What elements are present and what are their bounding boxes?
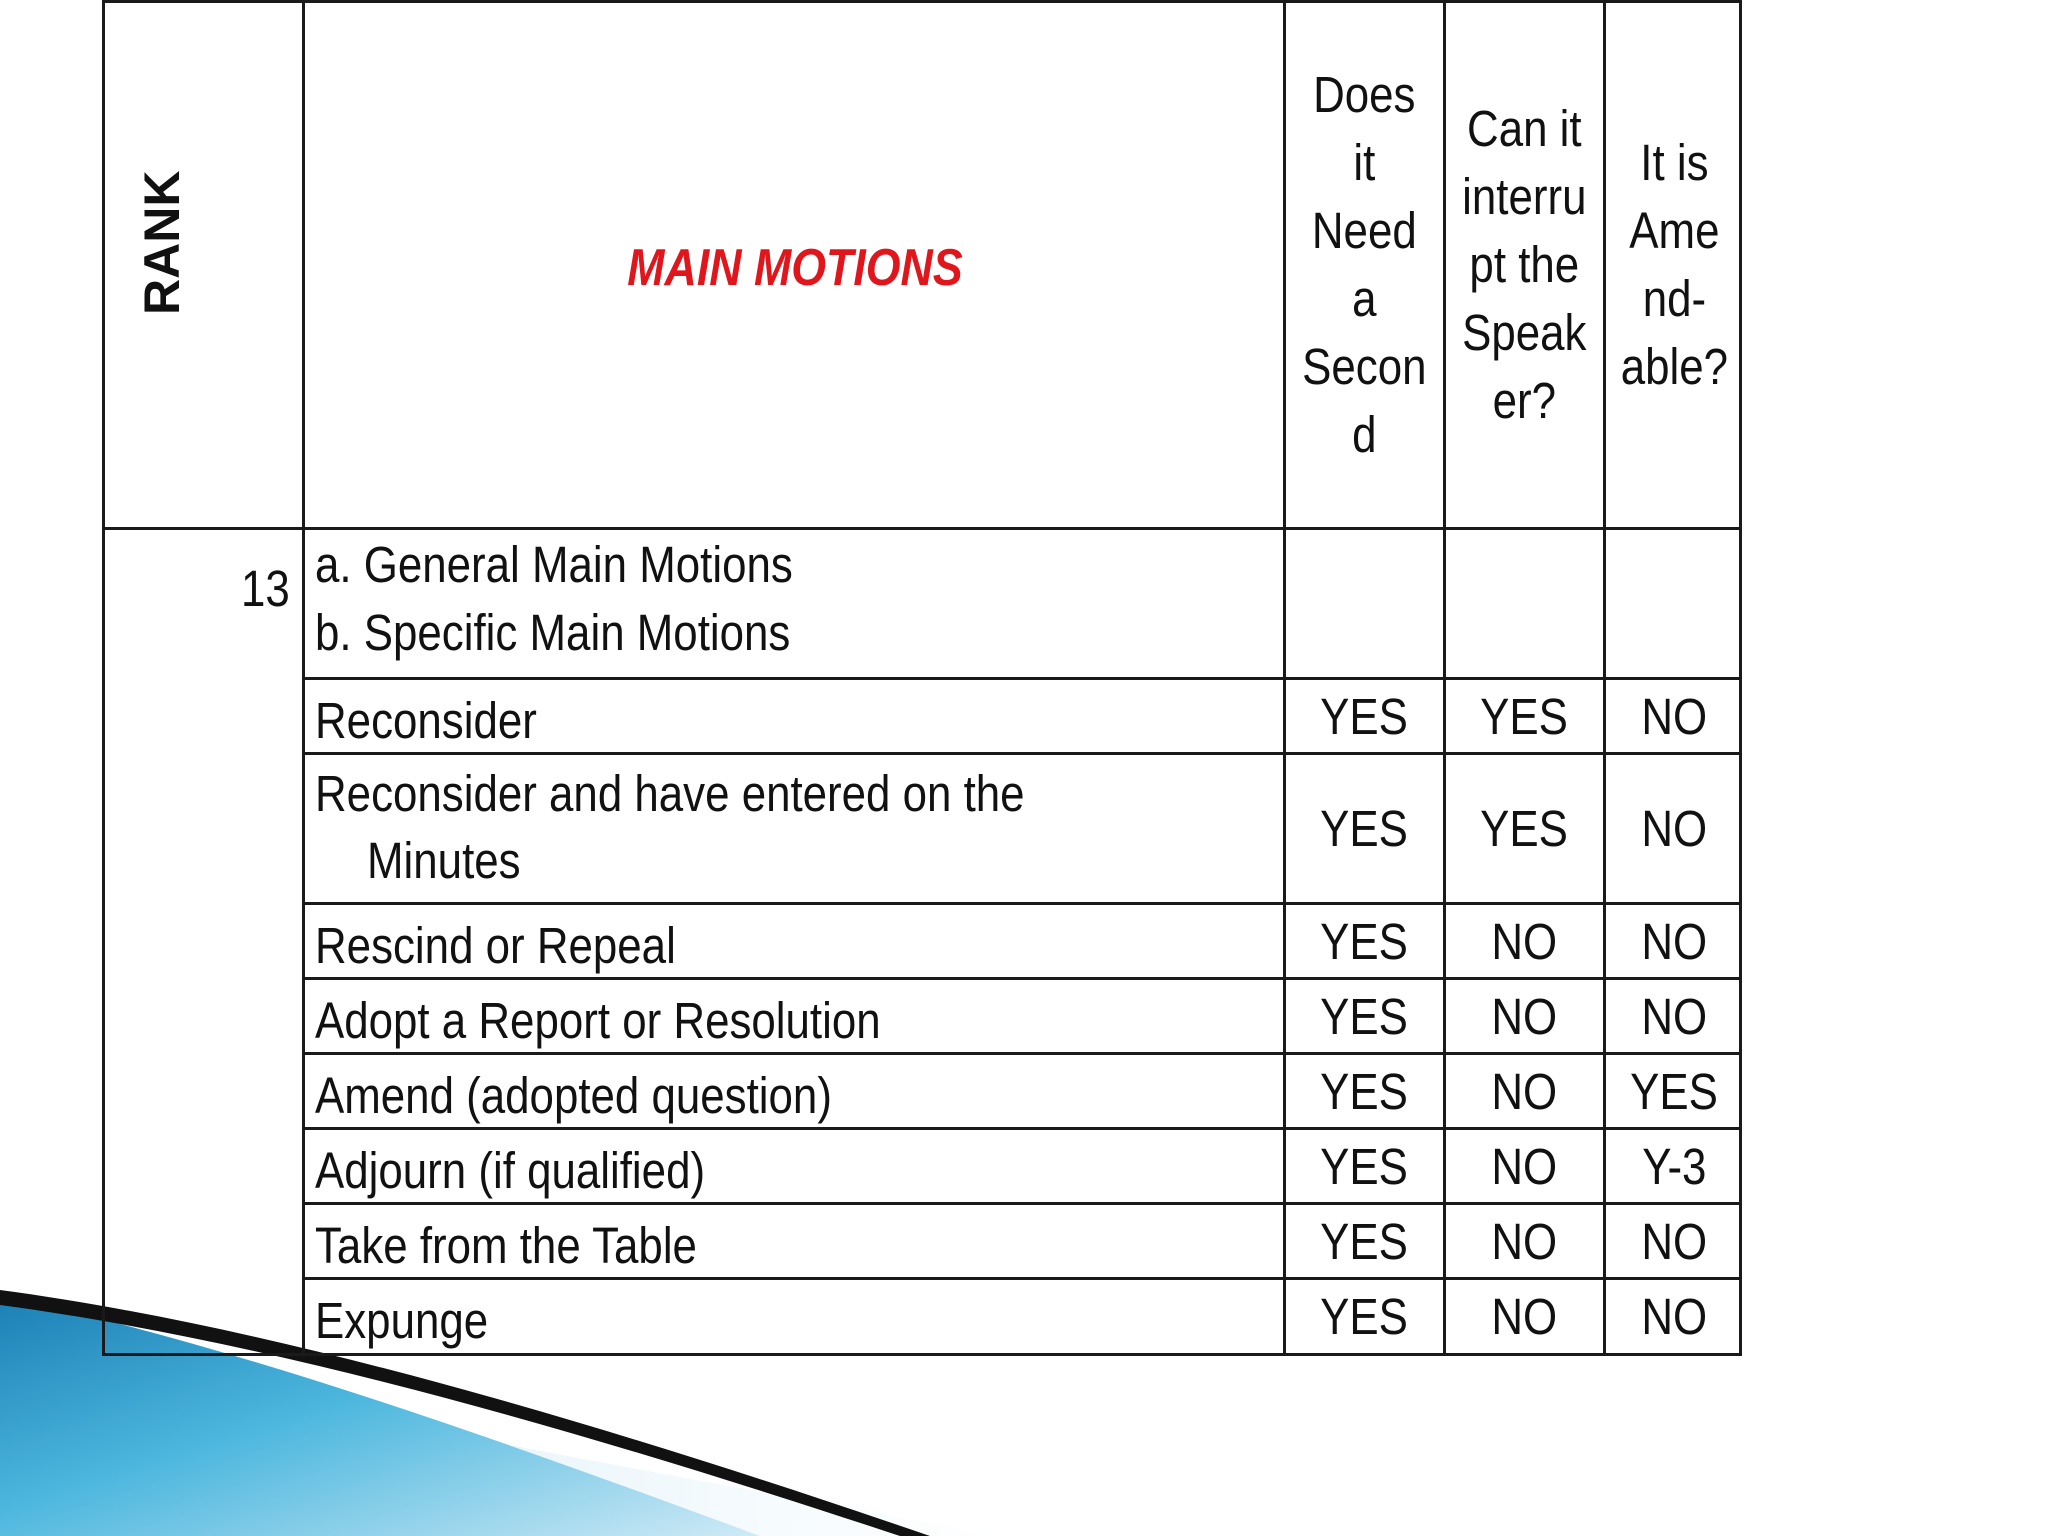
- intro-line-specific: b. Specific Main Motions: [315, 604, 791, 661]
- cell-interrupt: NO: [1491, 1212, 1558, 1270]
- motion-name: Rescind or Repeal: [315, 917, 676, 974]
- rank-header: RANK: [134, 170, 190, 315]
- cell-second: YES: [1320, 1137, 1409, 1195]
- cell-amendable: NO: [1641, 800, 1707, 857]
- cell-amendable: NO: [1641, 687, 1707, 745]
- cell-interrupt: NO: [1491, 987, 1558, 1045]
- motion-name: Reconsider and have entered on the: [315, 765, 1025, 822]
- cell-second: YES: [1320, 987, 1409, 1045]
- motion-name: Reconsider: [315, 692, 537, 749]
- rank-value: 13: [241, 560, 290, 617]
- cell-amendable: YES: [1630, 1062, 1718, 1120]
- cell-amendable: NO: [1641, 912, 1707, 970]
- header-divider: [105, 527, 1739, 530]
- header-needs-second: Does it Need a Secon d: [1302, 66, 1427, 463]
- cell-second: YES: [1320, 1212, 1409, 1270]
- cell-second: YES: [1320, 800, 1409, 857]
- main-motions-title: MAIN MOTIONS: [627, 239, 963, 297]
- cell-second: YES: [1320, 1062, 1409, 1120]
- cell-interrupt: NO: [1491, 1288, 1558, 1345]
- motion-name: Expunge: [315, 1292, 489, 1349]
- cell-interrupt: NO: [1491, 912, 1558, 970]
- header-amendable: It is Ame nd- able?: [1620, 134, 1728, 395]
- cell-amendable: NO: [1641, 1212, 1707, 1270]
- motions-table: [102, 0, 1742, 1356]
- motion-name: Amend (adopted question): [315, 1067, 832, 1124]
- cell-second: YES: [1320, 912, 1409, 970]
- motion-name: Adjourn (if qualified): [315, 1142, 706, 1199]
- cell-amendable: Y-3: [1641, 1137, 1707, 1195]
- cell-amendable: NO: [1641, 987, 1707, 1045]
- cell-interrupt: YES: [1480, 800, 1569, 857]
- header-interrupt-speaker: Can it interru pt the Speak er?: [1462, 100, 1587, 429]
- cell-second: YES: [1320, 1288, 1409, 1345]
- cell-interrupt: NO: [1491, 1062, 1558, 1120]
- motion-name-continued: Minutes: [367, 832, 521, 889]
- cell-amendable: NO: [1641, 1288, 1707, 1345]
- intro-line-general: a. General Main Motions: [315, 536, 793, 593]
- cell-interrupt: NO: [1491, 1137, 1558, 1195]
- cell-interrupt: YES: [1480, 687, 1569, 745]
- cell-second: YES: [1320, 687, 1409, 745]
- motion-name: Adopt a Report or Resolution: [315, 992, 881, 1049]
- motion-name: Take from the Table: [315, 1217, 697, 1274]
